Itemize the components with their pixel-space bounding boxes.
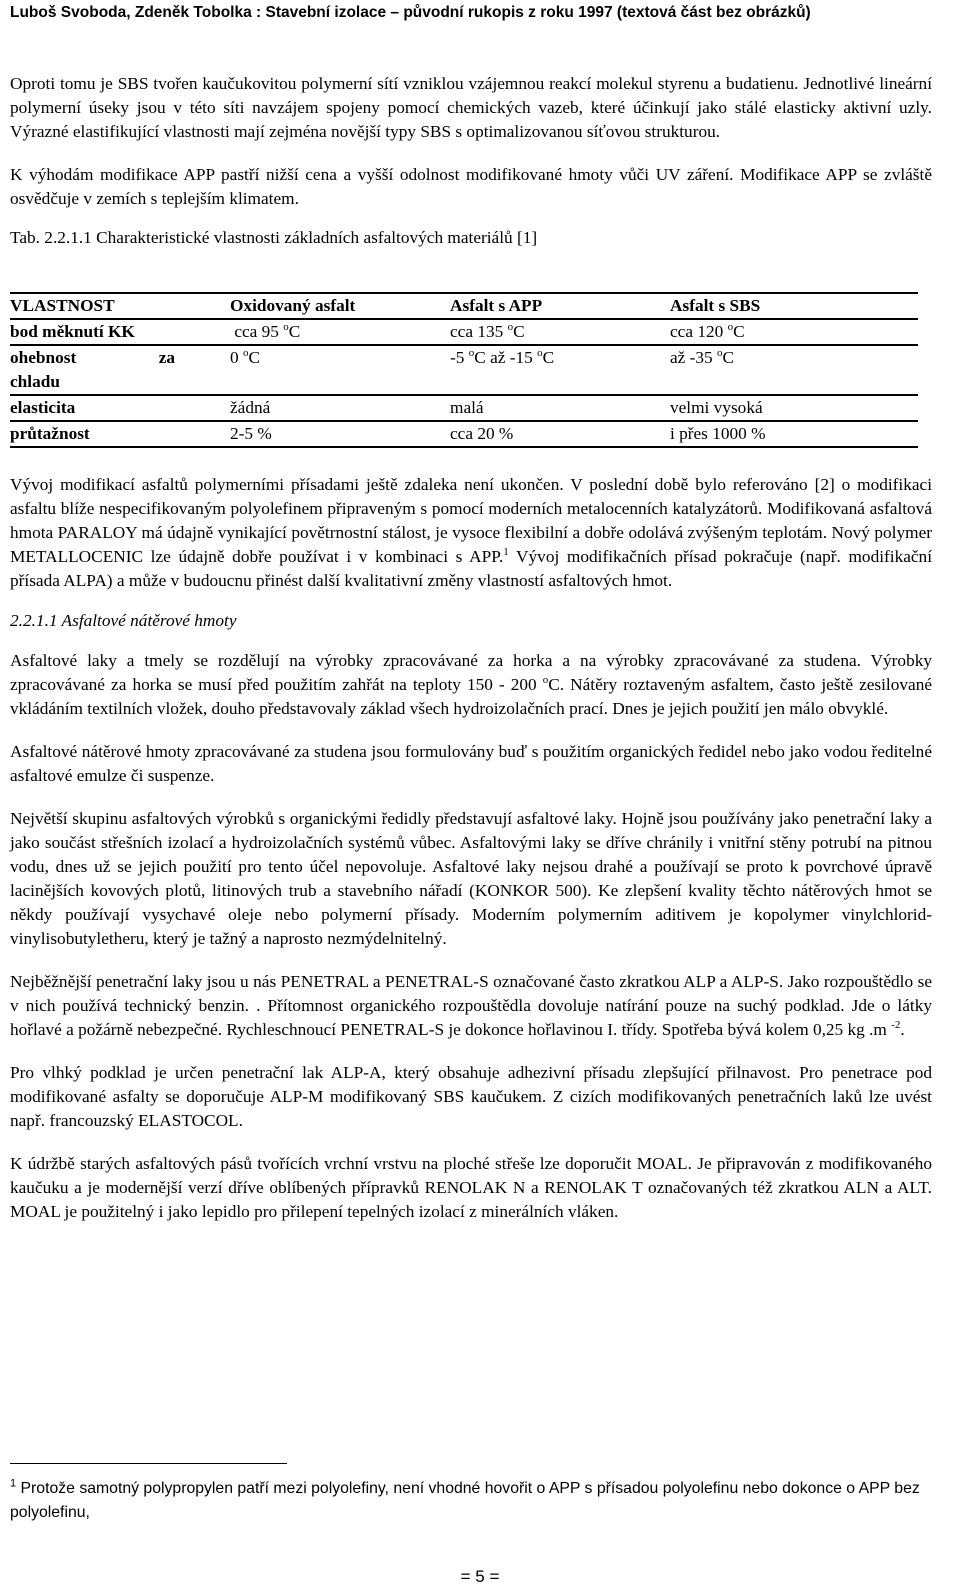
table-header-cell: Asfalt s APP: [450, 293, 670, 319]
table-cell: cca 120 $^o$C: [670, 319, 918, 345]
footnote-mark: 1: [10, 1477, 17, 1490]
row-label: bod měknutí KK: [10, 319, 230, 345]
paragraph-moal: K údržbě starých asfaltových pásů tvořících vrchní vrstvu na ploché střeše lze doporučit MOAL. Je připravován z modifikovaného kaučuku a je modernější verzí dříve oblíbených přípravků RENOLAK N a RENOLAK T označovaných též zkratkou ALN a ALT. MOAL je použitelný i jako lepidlo pro přilepení tepelných izolací z minerálních vláken.: [10, 1154, 932, 1221]
paragraph-cold-applied: Asfaltové nátěrové hmoty zpracovávané za studena jsou formulovány buď s použitím organických ředidel nebo jako vodou ředitelné asfaltové emulze či suspenze.: [10, 742, 932, 785]
row-label: průtažnost: [10, 421, 230, 447]
table-cell: -5 $^o$C až -15 $^o$C: [450, 345, 670, 395]
table-cell: žádná: [230, 395, 450, 421]
page-body: [10, 72, 932, 1224]
row-label: ohebnost za chladu: [10, 345, 230, 395]
table-header-cell: Asfalt s SBS: [670, 293, 918, 319]
table-cell: 0 $^o$C: [230, 345, 450, 395]
paragraph-penetral: Nejběžnější penetrační laky jsou u nás PENETRAL a PENETRAL-S označované často zkratkou ALP a ALP-S. Jako rozpouštědlo se v nich používá technický benzin. . Přítomnost organického rozpouštědla dovoluje natírání pouze na suchý podklad. Jde o látky hořlavé a požárně nebezpečné. Rychleschnoucí PENETRAL-S je dokonce hořlavinou I. třídy. Spotřeba bývá kolem 0,25 kg .m $^{-2}$.: [10, 972, 932, 1039]
table-cell: cca 95 $^o$C: [230, 319, 450, 345]
table-header-cell: VLASTNOST: [10, 293, 230, 319]
paragraph-app-advantages: K výhodám modifikace APP pastří nižší cena a vyšší odolnost modifikované hmoty vůči UV záření. Modifikace APP se zvláště osvědčuje v zemích s teplejším klimatem.: [10, 165, 932, 208]
table-row: [10, 421, 918, 447]
footnote: $^1$ Protože samotný polypropylen patří mezi polyolefiny, není vhodné hovořit o APP s přísadou polyolefinu nebo dokonce o APP bez polyolefinu,: [10, 1477, 920, 1521]
table-header-row: [10, 293, 918, 319]
table-cell: velmi vysoká: [670, 395, 918, 421]
paragraph-lacquers: Asfaltové laky a tmely se rozdělují na výrobky zpracovávané za horka a na výrobky zpracovávané za studena. Výrobky zpracovávané za horka se musí před použitím zahřát na teploty 150 - 200 $^o$C. Nátěry roztaveným asfaltem, často ještě zesilované vkládáním textilních vložek, douho představovaly základ všech hydroizolačních prací. Dnes je jejich použití jen málo obvyklé.: [10, 651, 932, 718]
table-row: [10, 345, 918, 395]
properties-table: [10, 292, 918, 448]
table-cell: i přes 1000 %: [670, 421, 918, 447]
page-number: = 5 =: [460, 1567, 500, 1586]
table-cell: 2-5 %: [230, 421, 450, 447]
paragraph-sbs: Oproti tomu je SBS tvořen kaučukovitou polymerní sítí vzniklou vzájemnou reakcí molekul styrenu a budatienu. Jednotlivé lineární polymerní úseky jsou v této síti navzájem spojeny pomocí chemických vazeb, které účinkují jako stálé elasticky aktivní uzly. Výrazné elastifikující vlastnosti mají zejména novější typy SBS s optimalizovanou síťovou strukturou.: [10, 74, 932, 141]
table-cell: cca 135 $^o$C: [450, 319, 670, 345]
table-cell: až -35 $^o$C: [670, 345, 918, 395]
table-caption: Tab. 2.2.1.1 Charakteristické vlastnosti základních asfaltových materiálů [1]: [10, 228, 538, 247]
document-header: Luboš Svoboda, Zdeněk Tobolka : Stavební izolace – původní rukopis z roku 1997 (textová část bez obrázků): [10, 4, 811, 21]
footnote-reference: 1: [503, 546, 509, 559]
table-cell: cca 20 %: [450, 421, 670, 447]
footnote-divider: [10, 1463, 287, 1464]
table-cell: malá: [450, 395, 670, 421]
paragraph-largest-group: Největší skupinu asfaltových výrobků s organickými ředidly představují asfaltové laky. Hojně jsou používány jako penetrační laky a jako součást střešních izolací a hydroizolačních systémů vůbec. Asfaltovými laky se dříve chránily i vnitřní stěny potrubí na pitnou vodu, dnes už se jejich použití pro tento účel nepovoluje. Asfaltové laky nejsou drahé a používají se proto k povrchové úpravě lacinějších kovových plotů, litinových trub a stavebního nářadí (KONKOR 500). Ke zlepšení kvality těchto nátěrových hmot se někdy používají vysychavé oleje nebo polymerní přísady. Moderním polymerním aditivem je kopolymer vinylchlorid-vinylisobutyletheru, který je tažný a naprosto nezmýdelnitelný.: [10, 809, 932, 948]
paragraph-alp-a: Pro vlhký podklad je určen penetrační lak ALP-A, který obsahuje adhezivní přísadu zlepšující přilnavost. Pro penetrace pod modifikované asfalty se doporučuje ALP-M modifikovaný SBS kaučukem. Z cizích modifikovaných penetračních laků lze uvést např. francouzský ELASTOCOL.: [10, 1063, 932, 1130]
row-label: elasticita: [10, 395, 230, 421]
table-row: [10, 395, 918, 421]
table-row: [10, 319, 918, 345]
paragraph-modifications: Vývoj modifikací asfaltů polymerními přísadami ještě zdaleka není ukončen. V poslední době bylo referováno [2] o modifikaci asfaltu blíže nespecifikovaným polyolefinem připraveným s pomocí moderních metalocenních katalyzátorů. Modifikovaná asfaltová hmota PARALOY má údajně vynikající povětrnostní stálost, je vysoce flexibilní a dobře odolává zvýšeným teplotám. Nový polymer METALLOCENIC lze údajně dobře používat i v kombinaci s APP.$^1$ Vývoj modifikačních přísad pokračuje (např. modifikační přísada ALPA) a může v budoucnu přinést další kvalitativní změny vlastností asfaltových hmot.: [10, 475, 932, 590]
section-heading: 2.2.1.1 Asfaltové nátěrové hmoty: [10, 611, 237, 630]
table-header-cell: Oxidovaný asfalt: [230, 293, 450, 319]
